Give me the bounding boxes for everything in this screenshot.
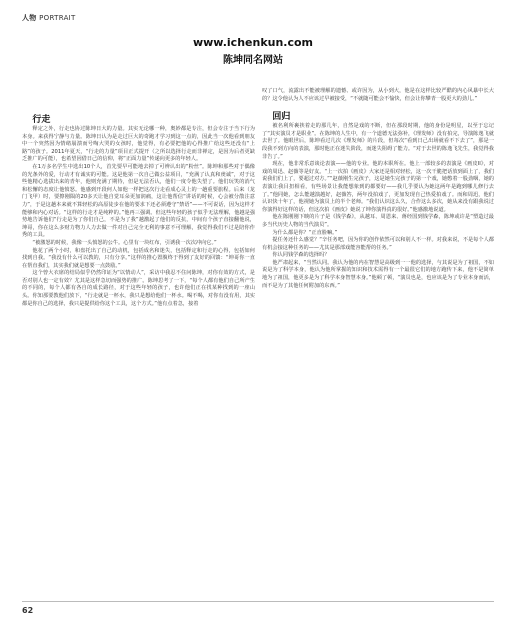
body-paragraph: 他在陈刚刚下映的片子是《钱学森》，从越耳、周恩来、蒋经国到钱学森，陈坤或许是“塑造过最多当代历史人物的当代演员”。 bbox=[262, 214, 494, 228]
body-paragraph: 被名利所裹挟着走的那几年，自然是戏的不断，但在那段时期，他的身份是明星，以至于忘记了“其实演员才是职业”。在陈坤的人生中，有一个道德无法弥补，《理发师》没有拍完，导演陈逸飞就去世了。他眼世后，陈坤看过几次《理发师》的片段，但每次“看到日己出场就看不下去了”，那是一段我不到方向的表演，那时他正在迷失阶段，而迷失阻碍了能力。“对于去世的陈逸飞先生，我觉得我非告了。” bbox=[262, 123, 494, 160]
right-column bbox=[262, 88, 494, 290]
body-paragraph: “被激怒的时候，我像一头愤怒的公牛。心里有一块红布，引诱我一次次冲向它。” bbox=[32, 239, 217, 246]
body-paragraph: 他严肃起来，“当然认同。我认为他的内在智慧是高级到一一他的选择，与其说是为了祖国，不如说是为了科学本身，他认为他所掌握的知识和技术需得有一个最很它们的地方跑传下来，他不是简单地为了祖国，他更多是为了科学本身智慧本身。”他顿了顿，“演员也是，也应该是为了专业本身而活，而不是为了其他任何附加的东西。” bbox=[262, 259, 494, 289]
page-header bbox=[22, 13, 76, 23]
body-paragraph: 提任务还什么感觉？“辛任务吧，因为你的创作依然可以和别人不一样。对我来说，不是每个人都有机会接这种任务的——尤其是那部戏能容能帮的任务。” bbox=[262, 237, 494, 251]
header-label: PORTRAIT bbox=[39, 14, 76, 22]
body-paragraph: 现在，他非常乐意谈论表演——他的专业。他的本职所在。他上一部较多的表演是《画皮II》，对戏的周迅、赵薇等是好友。“上一次拍《画皮》大家还是相对轻松，这一次干脆把话放到面上了，我们说我们们上了，要超过对方。”“赵薇刚生完孩子，这是她生完孩子的第一个戏，她憋着一股劲咽，她的表演让我目扭相看，有些场景让我能想象到的都要好——我几乎要认为她这两年是跑到哪儿修行去了。”他同她，怎么能越演越好，赵薇答，两年没拍戏了，更加发现自己热爱拍戏了。而和周迅，他们认识快十年了，他视她为演员上的半个老师。“我们认识这么久，合作这么多次，她从来没有跟我说过你演得好这样的话，但这次拍《画皮》她说了坤你演得真的很好。”他感激地说道。 bbox=[262, 161, 494, 213]
footer-rule bbox=[22, 601, 494, 602]
body-paragraph: 为什么都是你？“正直脸嘛。” bbox=[272, 229, 338, 236]
body-paragraph: 他花了两个小时，和盘托出了自己的动机，包括成名和迷失，包括释定和行走的心得，包括如何找到自我。“我没有什么可以教的，只有分享。”这样的推心置腹终于得到了友好的回馈：“坤哥你一直在帮直我们，其实我们就是想要一点鼓励。” bbox=[22, 247, 255, 269]
header-section: 人物 bbox=[22, 14, 37, 22]
watermark-url: www.ichenkun.com bbox=[192, 36, 314, 49]
section-heading-walking: 行走 bbox=[32, 115, 51, 125]
watermark-name: 陈坤同名网站 bbox=[223, 55, 283, 66]
page-number: 62 bbox=[22, 606, 34, 615]
left-column bbox=[22, 88, 255, 308]
body-paragraph: 这个曾大衣席的结局似乎仍然印证为“以情动人”，采访中我忍不住问陈坤，对你有效的方式，是否对别人也一定有效？尤其是这样急切而强势的推广。陈坤思考了一下，“每个人都有他们自己所产生的不同的，每个人都有各自的成长路径，对于这些年轻的孩子，也许他们正在找某种找到的一座山头。你知那要教他们放下，“行走就是一杯水，我只是想给他们一杯水。喝不喝，对你有没有用，其实都是你自己的选择，我只是提供给你这个工具，这个方式。”他有点着急，接着 bbox=[22, 270, 255, 307]
body-paragraph: 释定之外，行走也协过陈坤日大的力量。其实无论哪一种，奥妙都是专注，但会专注于当下行为本身。来获得宁静与力量。陈坤日认为是走过巨大的奇跑才学习到这一点的，因此当一次他看到朋友中一个突然因为情绪崩溃而号啕大哭的女孩时，他觉得，有必要把他的心得推广给这些还没有“上路”的孩子。2011年夏天，“行走的力量”项目正式提开（之所以选择行走而非禅定，是因为后者更缺乏推广的可能），也希望因借日己的信仰，将“正面力量”传递向更多的年轻人。 bbox=[22, 126, 255, 163]
section-heading-return: 回归 bbox=[272, 112, 291, 123]
body-paragraph: 你认同钱学森的选择吗？ bbox=[272, 252, 330, 259]
body-paragraph: 在1万多名学生中选出10个人，首先要早可能地去掉了可辨认出的“粉丝”。陈坤和那些对于偶像的光条外的爱，行动才有诚实的可能。这是他第一次自己做公益项目，“充满了认真和虔诚”，对于这些他精心选拔出来的青年，他则充满了期待，但是无法否认，他们一度令他失望了。他们玩笑的消气和松懈的态度让他愤怒。他感到开段何人如他一样把这次行走看成心灵上的一趟重要旅程。后来（龙门飞甲）时，要擦刚陨的20多天让他自觉耳朵更加润痛，这让他帮信“讲话的时候，心会被分散注意力”，于是这趟本来就不算轻松的高原徒步在他的要求下还必须遵守“禁语”——不可说话，因为这样才能够和内心对话。“这样的行走才是纯粹的。”他再三强调。但这些年轻的孩子似乎无法理解，他越是强势地告诉他们“行走是为了你们自己，不是为了我”越激起了他们的反抗，中间有个孩子直接翻他说，坤哥，你在这么多财力物力人力去做一件对自己完全无利的事意不可理解，我觉得我们不过是陪你作秀的工具。 bbox=[22, 163, 255, 239]
body-paragraph: 叹了口气，流露出不能被理解的遗憾、或许因为，从小到大，他是在这样比较严酷的内心风暴中长大的？这令他认为人不应该过早被接受，“不就随可能会不愉快，但会让你攀青一股更大的劲儿。” bbox=[262, 88, 494, 102]
